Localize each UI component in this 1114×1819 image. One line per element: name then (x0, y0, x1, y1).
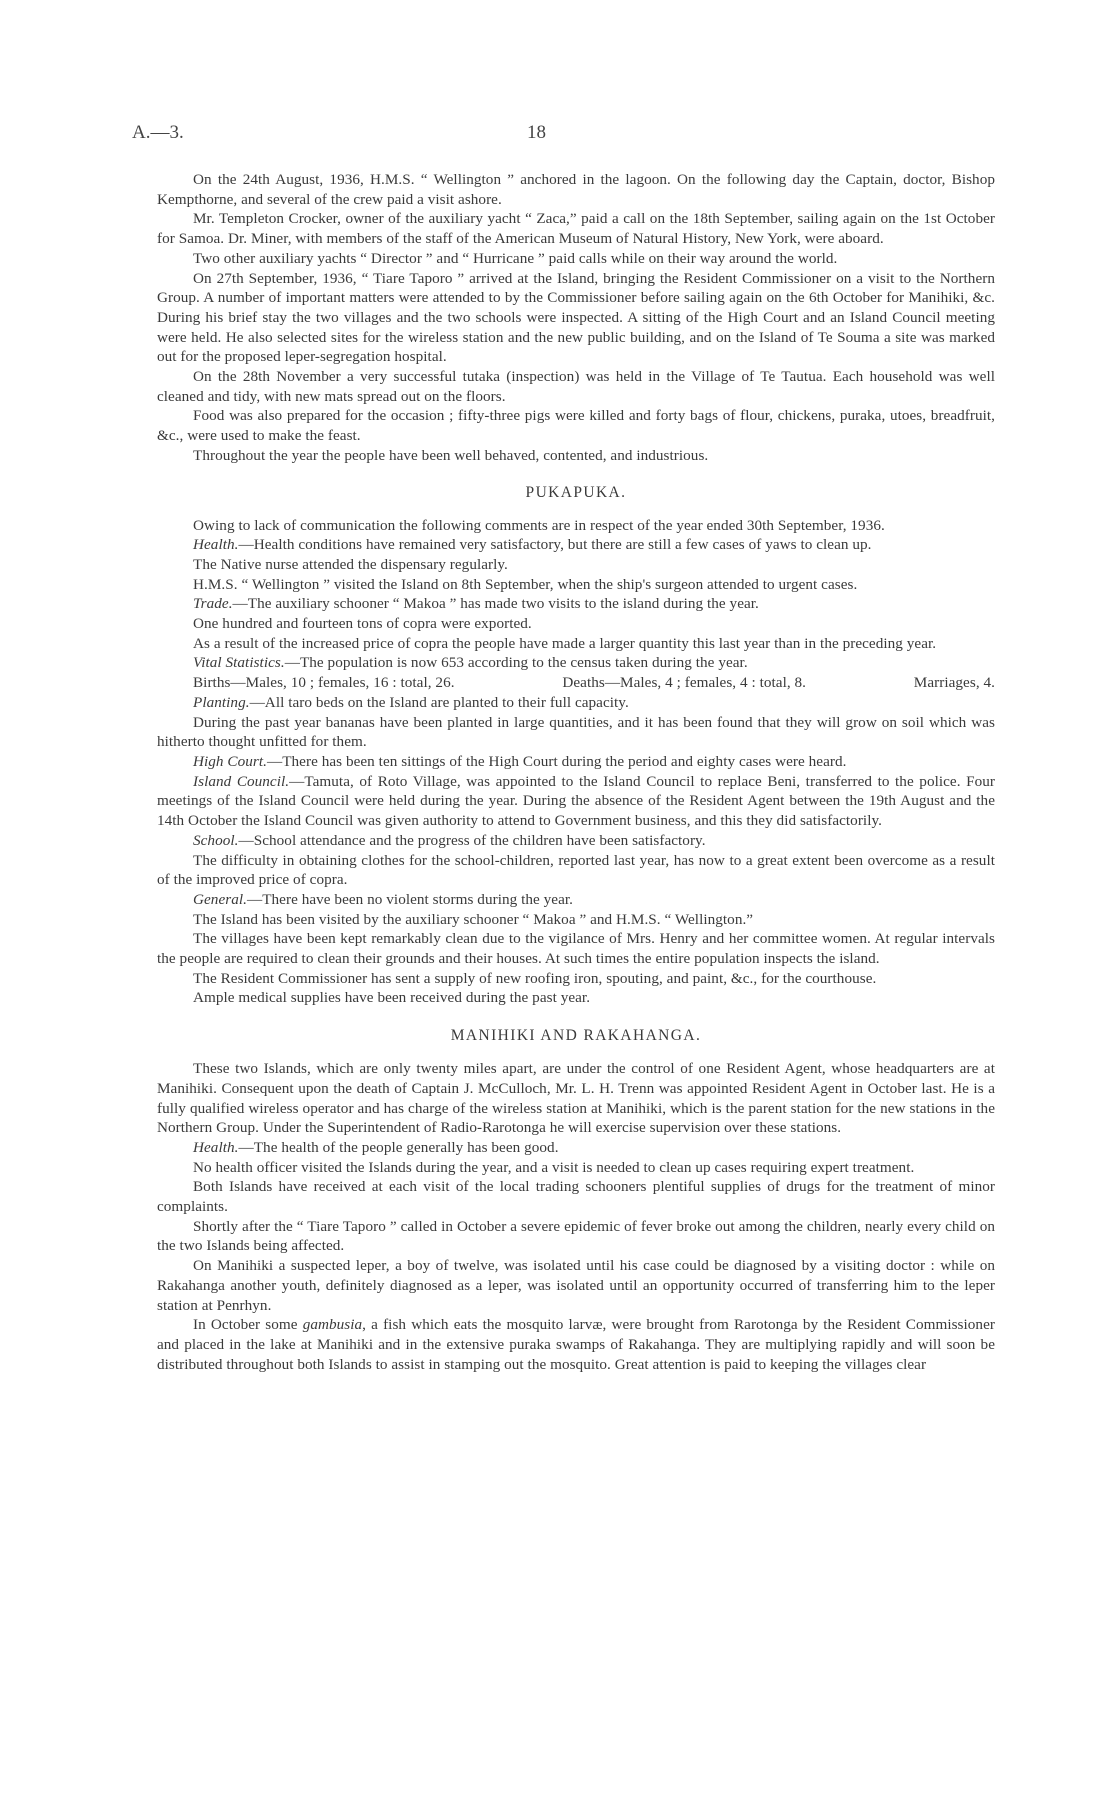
paragraph (157, 1059, 995, 1138)
subsection-label: Health. (193, 536, 239, 554)
paragraph-text: —School attendance and the progress of the children have been satisfactory. (238, 831, 706, 849)
subsection-label: Vital Statistics. (193, 654, 285, 672)
paragraph-text: —There have been no violent storms during the year. (246, 890, 574, 908)
paragraph-text: No health officer visited the Islands during the year, and a visit is needed to clean up cases requiring expert treatment. (193, 1158, 915, 1176)
paragraph (157, 653, 995, 673)
subsection-label: School. (193, 831, 239, 849)
paragraph: Mr. Templeton Crocker, owner of the auxiliary yacht “ Zaca,” paid a call on the 18th September, sailing again on the 1st October for Samoa. Dr. Miner, with members of the staff of the American Museum of Natural History, New York, were aboard. (157, 210, 995, 248)
paragraph: On 27th September, 1936, “ Tiare Taporo ” arrived at the Island, bringing the Resident Commissioner on a visit to the Northern Group. A number of important matters were attended to by the Commissioner before sailing again on the 6th October for Manihiki, &c. During his brief stay the two villages and the two schools were inspected. A sitting of the High Court and an Island Council meeting were held. He also selected sites for the wireless station and the new public building, and on the Island of Te Souma a site was marked out for the proposed leper-segregation hospital. (157, 269, 995, 366)
paragraph-text: —The auxiliary schooner “ Makoa ” has made two visits to the island during the year. (232, 595, 759, 613)
paragraph (157, 988, 995, 1008)
paragraph (157, 851, 995, 890)
section-heading-manihiki-rakahanga: MANIHIKI AND RAKAHANGA. (450, 1027, 702, 1045)
paragraph (157, 910, 995, 930)
paragraph (157, 1256, 995, 1315)
page-body (157, 170, 995, 1374)
paragraph: Throughout the year the people have been well behaved, contented, and industrious. (193, 446, 709, 464)
paragraph-text: H.M.S. “ Wellington ” visited the Island on 8th September, when the ship's surgeon attended to urgent cases. (193, 575, 858, 593)
paragraph (157, 1138, 995, 1158)
paragraph (157, 575, 995, 595)
paragraph (157, 614, 995, 634)
subsection-label: Health. (193, 1138, 239, 1156)
paragraph-text: During the past year bananas have been planted in large quantities, and it has been found that they will grow on soil which was hitherto thought unfitted for them. (157, 713, 995, 751)
paragraph-text: In October some (193, 1316, 303, 1334)
paragraph (157, 1217, 995, 1256)
paragraph-text: The villages have been kept remarkably clean due to the vigilance of Mrs. Henry and her committee women. At regular intervals the people are required to clean their grounds and their houses. At such times the entire population inspects the island. (157, 930, 995, 968)
paragraph (157, 555, 995, 575)
paragraph: Two other auxiliary yachts “ Director ” and “ Hurricane ” paid calls while on their way around the world. (193, 249, 838, 267)
paragraph (157, 713, 995, 752)
subsection-label: Trade. (193, 595, 233, 613)
paragraph-text: The Resident Commissioner has sent a supply of new roofing iron, spouting, and paint, &c., for the courthouse. (193, 969, 877, 987)
paragraph-text: The difficulty in obtaining clothes for the school-children, reported last year, has now to a great extent been overcome as a result of the improved price of copra. (157, 851, 995, 889)
subsection-label: High Court. (193, 752, 267, 770)
paragraph-text: The Native nurse attended the dispensary regularly. (193, 555, 508, 573)
paragraph (157, 594, 995, 614)
paragraph-text: As a result of the increased price of copra the people have made a larger quantity this last year than in the preceding year. (193, 634, 937, 652)
subsection-label: Planting. (193, 693, 250, 711)
paragraph: Food was also prepared for the occasion ; fifty-three pigs were killed and forty bags of flour, chickens, puraka, utoes, breadfruit, &c., were used to make the feast. (157, 407, 995, 445)
paragraph-text: Ample medical supplies have been received during the past year. (193, 989, 591, 1007)
subsection-label: Island Council. (193, 772, 290, 790)
paragraph (157, 969, 995, 989)
section-heading-pukapuka: PUKAPUKA. (525, 483, 627, 501)
births-text: Births—Males, 10 ; females, 16 : total, 26. (193, 674, 455, 692)
paragraph (157, 535, 995, 555)
paragraph-text: Shortly after the “ Tiare Taporo ” called in October a severe epidemic of fever broke out among the children, nearly every child on the two Islands being affected. (157, 1217, 995, 1255)
paragraph-text: Owing to lack of communication the following comments are in respect of the year ended 30th September, 1936. (193, 516, 885, 534)
paragraph (157, 772, 995, 831)
paragraph (157, 1315, 995, 1374)
subsection-label: General. (193, 890, 247, 908)
paragraph (157, 831, 995, 851)
paragraph-text: The Island has been visited by the auxiliary schooner “ Makoa ” and H.M.S. “ Wellington.” (193, 910, 754, 928)
paragraph: On the 28th November a very successful tutaka (inspection) was held in the Village of Te Tautua. Each household was well cleaned and tidy, with new mats spread out on the floors. (157, 368, 995, 405)
marriages-text: Marriages, 4. (913, 674, 995, 692)
paragraph (157, 890, 995, 910)
paragraph-text: , a fish which eats the mosquito larvæ, were brought from Rarotonga by the Resident Commissioner and placed in the lake at Manihiki and in the extensive puraka swamps of Rakahanga. They are multiplying rapidly and will soon be distributed throughout both Islands to assist in stamping out the mosquito. Great attention is paid to keeping the villages clear (157, 1316, 995, 1373)
paragraph (157, 929, 995, 968)
paragraph-text: —There has been ten sittings of the High Court during the period and eighty cases were heard. (266, 752, 847, 770)
page-header (132, 122, 1012, 152)
paragraph: On the 24th August, 1936, H.M.S. “ Wellington ” anchored in the lagoon. On the following day the Captain, doctor, Bishop Kempthorne, and several of the crew paid a visit ashore. (157, 171, 995, 208)
paragraph (157, 1177, 995, 1216)
paragraph (157, 516, 995, 536)
paragraph-text: —Health conditions have remained very satisfactory, but there are still a few cases of yaws to clean up. (238, 536, 872, 554)
paragraph-text: One hundred and fourteen tons of copra were exported. (193, 615, 532, 633)
paragraph-text: —The health of the people generally has been good. (238, 1138, 559, 1156)
document-reference: A.—3. (132, 122, 184, 143)
paragraph-text: —Tamuta, of Roto Village, was appointed to the Island Council to replace Beni, transferred to the police. Four meetings of the Island Council were held during the year. During the absence of the Resident Agent between the 19th August and the 14th October the Island Council was given authority to attend to Government business, and this they did satisfactorily. (157, 772, 995, 830)
paragraph-text: On Manihiki a suspected leper, a boy of twelve, was isolated until his case could be diagnosed by a visiting doctor : while on Rakahanga another youth, definitely diagnosed as a leper, was isolated until an opportunity occurred of transferring him to the leper station at Penrhyn. (157, 1257, 995, 1314)
page-number: 18 (527, 122, 546, 143)
deaths-text: Deaths—Males, 4 ; females, 4 : total, 8. (562, 674, 807, 692)
paragraph (157, 1158, 995, 1178)
paragraph-text: —The population is now 653 according to the census taken during the year. (284, 654, 748, 672)
paragraph-text: These two Islands, which are only twenty miles apart, are under the control of one Resident Agent, whose headquarters are at Manihiki. Consequent upon the death of Captain J. McCulloch, Mr. L. H. Trenn was appointed Resident Agent in October last. He is a fully qualified wireless operator and has charge of the wireless station at Manihiki, which is the parent station for the new stations in the Northern Group. Under the Superintendent of Radio-Rarotonga he will exercise supervision over these stations. (157, 1060, 995, 1137)
vital-statistics-line (157, 673, 995, 693)
paragraph (157, 752, 995, 772)
paragraph-text: Both Islands have received at each visit of the local trading schooners plentiful supplies of drugs for the treatment of minor complaints. (157, 1178, 995, 1216)
paragraph (157, 634, 995, 654)
paragraph (157, 693, 995, 713)
paragraph-text: —All taro beds on the Island are planted to their full capacity. (249, 693, 629, 711)
species-name: gambusia (302, 1316, 363, 1334)
